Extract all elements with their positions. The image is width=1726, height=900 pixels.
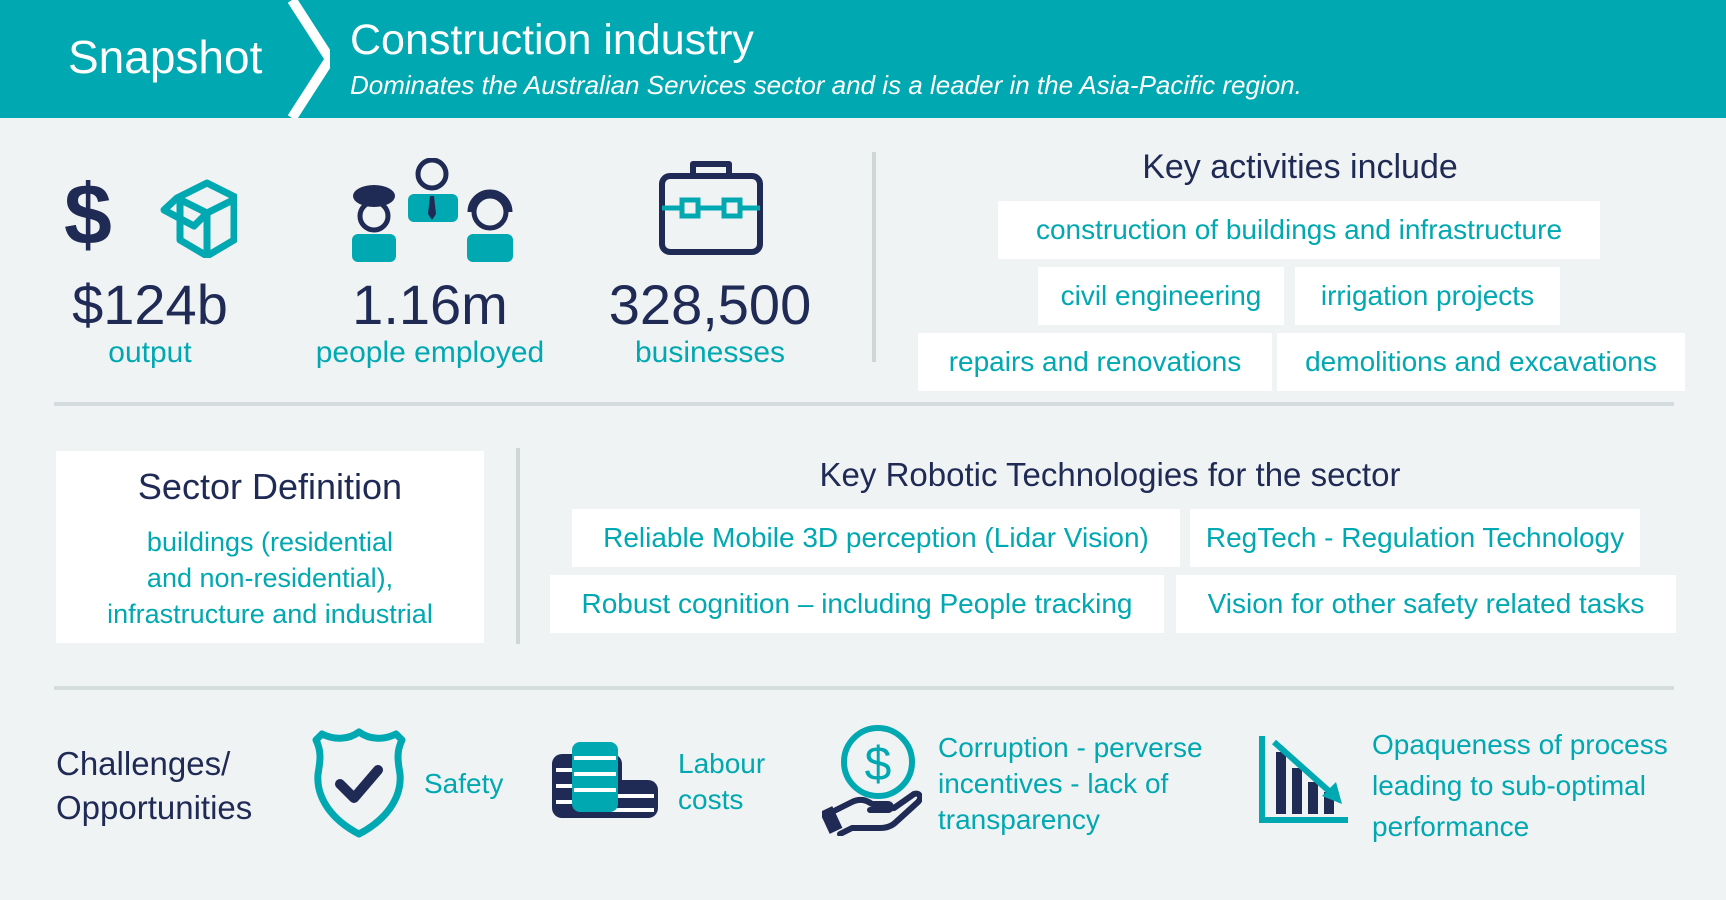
coin-stack-icon <box>548 740 662 822</box>
svg-text:$: $ <box>64 168 112 258</box>
svg-text:$: $ <box>864 738 892 791</box>
dollar-box-icon <box>62 168 237 258</box>
stat-label-output: output <box>108 336 192 369</box>
activity-pill: demolitions and excavations <box>1277 333 1685 391</box>
declining-chart-icon <box>1258 734 1350 826</box>
stat-value-employed: 1.16m <box>352 273 508 336</box>
challenge-text-safety: Safety <box>424 768 504 799</box>
stat-label-businesses: businesses <box>634 336 786 369</box>
activity-pill: civil engineering <box>1038 267 1284 325</box>
technology-pill: Reliable Mobile 3D perception (Lidar Vision) <box>572 509 1180 567</box>
snapshot-label: Snapshot <box>68 31 263 83</box>
people-icon <box>350 158 515 266</box>
challenge-text-labour: Labour costs <box>678 748 766 815</box>
divider-vertical-middle <box>516 448 520 644</box>
page-subtitle: Dominates the Australian Services sector and is a leader in the Asia-Pacific region. <box>350 70 1302 100</box>
stat-value-businesses: 328,500 <box>608 273 812 336</box>
key-activities-heading: Key activities include <box>1142 148 1458 186</box>
sector-definition-line: buildings (residential <box>146 527 394 557</box>
challenge-text-opaqueness: Opaqueness of process leading to sub-optimal performance <box>1372 729 1668 842</box>
challenges-title: Challenges/ Opportunities <box>56 745 253 826</box>
stat-value-output: $124b <box>72 273 228 336</box>
briefcase-icon <box>658 158 764 258</box>
sector-definition-title: Sector Definition <box>137 466 403 507</box>
stat-label-employed: people employed <box>315 336 545 369</box>
technology-pill: Vision for other safety related tasks <box>1176 575 1676 633</box>
divider-vertical-top <box>872 152 876 362</box>
challenge-text-corruption: Corruption - perverse incentives - lack of transparency <box>938 732 1203 835</box>
divider-horizontal <box>54 402 1674 406</box>
technology-pill: Robust cognition – including People tracking <box>550 575 1164 633</box>
technology-pill: RegTech - Regulation Technology <box>1190 509 1640 567</box>
divider-horizontal <box>54 686 1674 690</box>
activity-pill: construction of buildings and infrastructure <box>998 201 1600 259</box>
shield-check-icon <box>312 728 406 838</box>
sector-definition-line: and non-residential), <box>146 563 394 593</box>
sector-definition-line: infrastructure and industrial <box>107 599 433 629</box>
hand-dollar-icon <box>822 724 922 836</box>
page-title: Construction industry <box>350 16 754 64</box>
robotic-technologies-heading: Key Robotic Technologies for the sector <box>819 456 1401 493</box>
activity-pill: irrigation projects <box>1295 267 1560 325</box>
activity-pill: repairs and renovations <box>918 333 1272 391</box>
